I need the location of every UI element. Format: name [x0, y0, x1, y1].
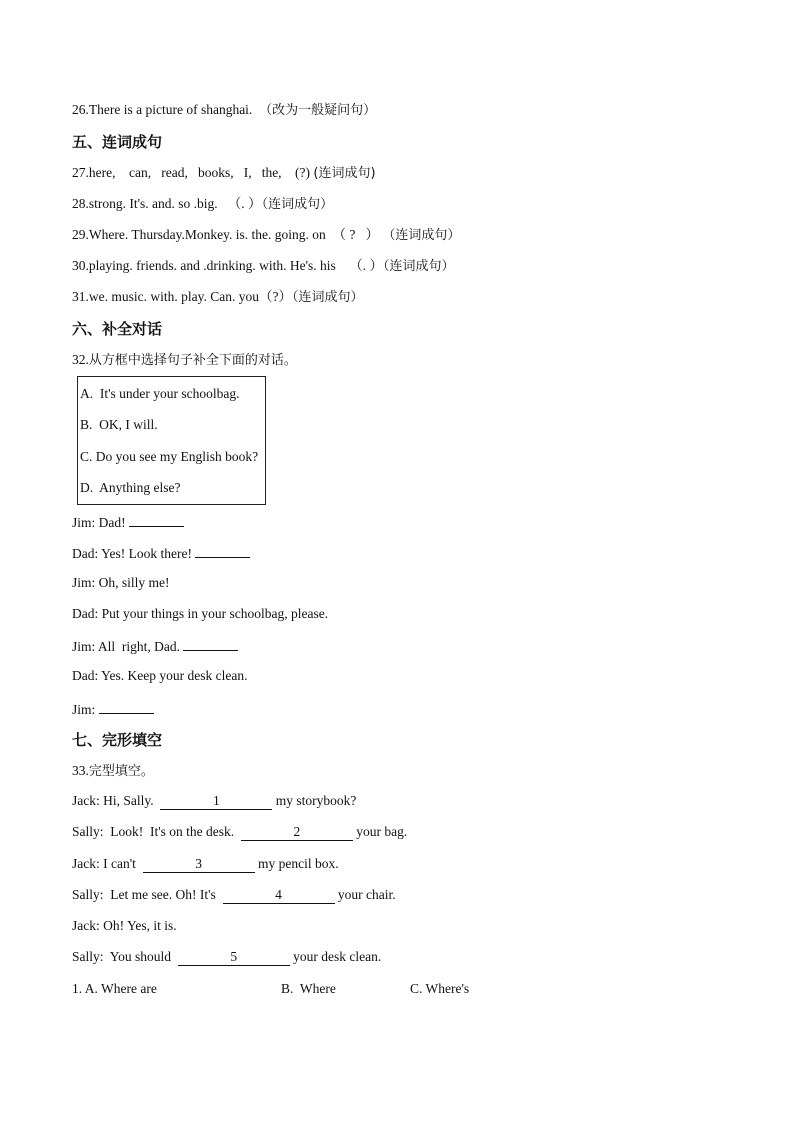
option-b: B. OK, I will.	[80, 417, 158, 432]
question-33: 33.完型填空。	[72, 763, 154, 779]
dialog-line: Jim: Oh, silly me!	[72, 575, 170, 590]
cloze-line: Jack: Hi, Sally. 1 my storybook?	[72, 793, 357, 808]
section-heading-6: 六、补全对话	[72, 320, 163, 338]
cloze-line: Jack: I can't 3 my pencil box.	[72, 856, 339, 871]
cloze-blank[interactable]: 3	[143, 856, 255, 873]
cloze-blank[interactable]: 4	[223, 887, 335, 904]
choice-1b: B. Where	[281, 981, 336, 996]
question-31: 31.we. music. with. play. Can. you（?）（连词成句）	[72, 289, 364, 305]
dialog-line: Dad: Yes! Look there!	[72, 543, 250, 563]
cloze-line: Jack: Oh! Yes, it is.	[72, 918, 177, 933]
dialog-line: Jim:	[72, 699, 154, 719]
cloze-blank[interactable]: 2	[241, 824, 353, 841]
option-d: D. Anything else?	[80, 480, 181, 495]
question-27: 27.here, can, read, books, I, the, (?) (连词成句)	[72, 165, 376, 181]
option-a: A. It's under your schoolbag.	[80, 386, 240, 401]
cloze-blank[interactable]: 1	[160, 793, 272, 810]
cloze-line: Sally: Look! It's on the desk. 2 your bag.	[72, 824, 408, 839]
question-26: 26.There is a picture of shanghai. （改为一般疑问句）	[72, 102, 377, 118]
choice-1a: 1. A. Where are	[72, 981, 157, 996]
question-32: 32.从方框中选择句子补全下面的对话。	[72, 352, 297, 368]
choice-1c: C. Where's	[410, 981, 470, 996]
question-30: 30.playing. friends. and .drinking. with. He's. his （. ）（连词成句）	[72, 258, 455, 274]
cloze-line: Sally: You should 5 your desk clean.	[72, 949, 382, 964]
dialog-line: Jim: All right, Dad.	[72, 636, 238, 656]
dialog-line: Dad: Put your things in your schoolbag, please.	[72, 606, 329, 621]
section-heading-7: 七、完形填空	[72, 731, 163, 749]
dialog-line: Jim: Dad!	[72, 512, 184, 532]
cloze-line: Sally: Let me see. Oh! It's 4 your chair.	[72, 887, 396, 902]
answer-blank[interactable]	[195, 543, 250, 558]
answer-blank[interactable]	[183, 636, 238, 651]
cloze-blank[interactable]: 5	[178, 949, 290, 966]
section-heading-5: 五、连词成句	[72, 133, 163, 151]
question-29: 29.Where. Thursday.Monkey. is. the. going. on （ ? ） （连词成句）	[72, 227, 461, 243]
question-28: 28.strong. It's. and. so .big. （. ）（连词成句）	[72, 196, 334, 212]
dialog-line: Dad: Yes. Keep your desk clean.	[72, 668, 248, 683]
answer-blank[interactable]	[99, 699, 154, 714]
answer-blank[interactable]	[129, 512, 184, 527]
option-c: C. Do you see my English book?	[80, 449, 259, 464]
options-box	[77, 376, 266, 505]
